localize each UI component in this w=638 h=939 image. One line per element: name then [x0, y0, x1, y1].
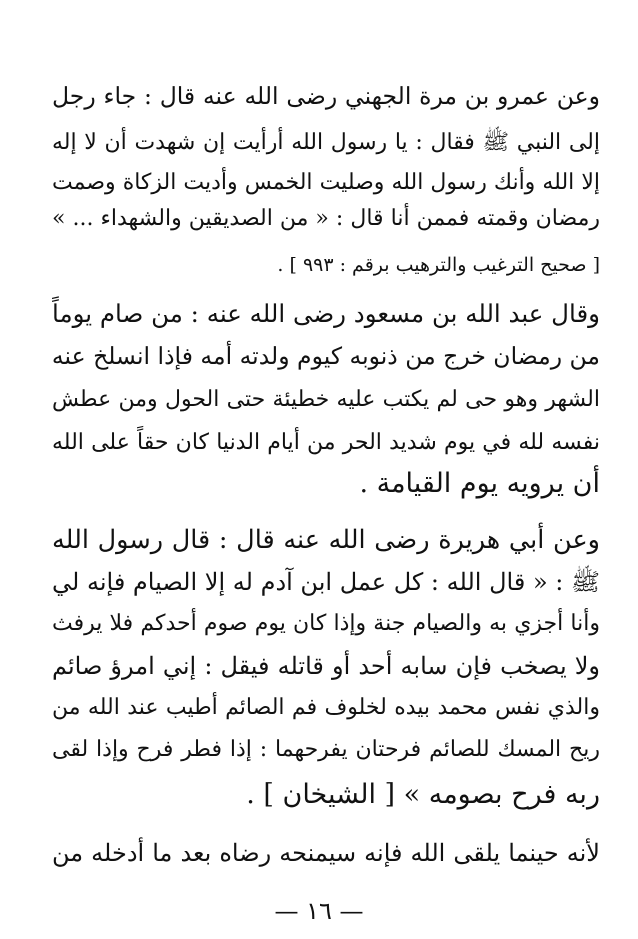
paragraph-2-line-1: وقال عبد الله بن مسعود رضى الله عنه : من صام يوماً	[52, 299, 600, 328]
paragraph-1-line-4: رمضان وقمته فممن أنا قال : « من الصديقين والشهداء ... »	[52, 206, 600, 231]
paragraph-1-line-1: وعن عمرو بن مرة الجهني رضى الله عنه قال : جاء رجل	[52, 82, 600, 110]
paragraph-3-line-2: ﷺ : « قال الله : كل عمل ابن آدم له إلا الصيام فإنه لي	[52, 568, 600, 596]
paragraph-2-line-2: من رمضان خرج من ذنوبه كيوم ولدته أمه فإذا انسلخ عنه	[52, 342, 600, 370]
paragraph-3-line-4: ولا يصخب فإن سابه أحد أو قاتله فيقل : إني امرؤ صائم	[52, 652, 600, 680]
page-number: — ١٦ —	[274, 897, 364, 925]
paragraph-2-line-5: أن يرويه يوم القيامة .	[359, 468, 600, 499]
paragraph-3-line-5: والذي نفس محمد بيده لخلوف فم الصائم أطيب عند الله من	[52, 695, 600, 720]
paragraph-2-line-4: نفسه لله في يوم شديد الحر من أيام الدنيا كان حقاً على الله	[52, 430, 600, 455]
paragraph-1-reference: [ صحيح الترغيب والترهيب برقم : ٩٩٣ ] .	[277, 254, 600, 276]
paragraph-3-line-7: ربه فرح بصومه » [ الشيخان ] .	[246, 779, 600, 810]
paragraph-4-line-1: لأنه حينما يلقى الله فإنه سيمنحه رضاه بعد ما أدخله من	[52, 839, 600, 867]
paragraph-3-line-1: وعن أبي هريرة رضى الله عنه قال : قال رسول الله	[52, 525, 600, 555]
paragraph-3-line-3: وأنا أجزي به والصيام جنة وإذا كان يوم صوم أحدكم فلا يرفث	[52, 611, 600, 636]
paragraph-1-line-2: إلى النبي ﷺ فقال : يا رسول الله أرأيت إن شهدت أن لا إله	[52, 130, 600, 155]
paragraph-2-line-3: الشهر وهو حى لم يكتب عليه خطيئة حتى الحول ومن عطش	[52, 387, 600, 412]
paragraph-3-line-6: ريح المسك للصائم فرحتان يفرحهما : إذا فطر فرح وإذا لقى	[52, 737, 600, 762]
paragraph-1-line-3: إلا الله وأنك رسول الله وصليت الخمس وأديت الزكاة وصمت	[52, 170, 600, 195]
